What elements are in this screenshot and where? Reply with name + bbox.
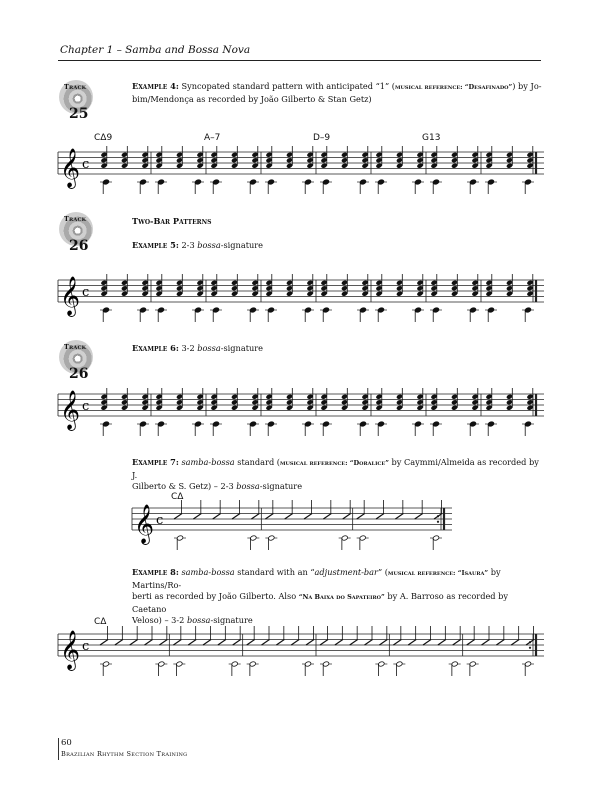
slash-head <box>379 640 387 646</box>
ref-title: “Doralice” <box>347 459 389 467</box>
example-8-caption <box>132 567 542 627</box>
slash-head <box>265 514 273 520</box>
treble-clef: 𝄞 <box>60 390 81 430</box>
track-badge-26b <box>58 340 96 386</box>
caption-italic: bossa <box>236 481 260 491</box>
staff-example-8 <box>58 624 544 674</box>
track-badge-26a <box>58 212 96 258</box>
chord-symbol: D–9 <box>313 133 331 143</box>
slash-head <box>291 640 299 646</box>
ref-label: musical reference: <box>387 569 456 577</box>
example-label: Example 7: <box>132 457 179 467</box>
caption-text: -signature <box>220 343 264 353</box>
chord-symbol: G13 <box>422 133 441 143</box>
slash-head <box>395 514 403 520</box>
track-number: 26 <box>69 238 89 254</box>
treble-clef: 𝄞 <box>134 504 155 544</box>
slash-head <box>218 640 226 646</box>
header-rule <box>58 60 541 61</box>
caption-text: -signature <box>220 240 264 250</box>
treble-clef: 𝄞 <box>60 630 81 670</box>
slash-head <box>174 514 182 520</box>
common-time: c <box>82 639 90 654</box>
track-label: Track <box>64 83 87 91</box>
caption-italic: samba-bossa <box>178 457 235 467</box>
ref-title: “Desafinado” <box>462 83 513 91</box>
example-label: Example 6: <box>132 343 179 353</box>
slash-head <box>408 640 416 646</box>
slash-head <box>213 514 221 520</box>
staff-example-5 <box>58 268 544 328</box>
caption-italic: samba-bossa <box>178 567 235 577</box>
slash-head <box>496 640 504 646</box>
ref-title: “Isaura” <box>455 569 489 577</box>
slash-head <box>285 514 293 520</box>
slash-head <box>251 514 259 520</box>
slash-head <box>393 640 401 646</box>
slash-head <box>438 640 446 646</box>
slash-head <box>188 640 196 646</box>
caption-text: standard with an “ <box>234 567 315 577</box>
slash-head <box>262 640 270 646</box>
caption-text: 3-2 <box>178 343 198 353</box>
slash-head <box>415 514 423 520</box>
caption-text: by Martins/Ro- <box>132 567 501 590</box>
caption-text: Gilberto & S. Getz) – 2-3 <box>132 481 237 491</box>
example-7-caption <box>132 457 542 493</box>
track-label: Track <box>64 343 87 351</box>
track-badge-25 <box>58 80 96 126</box>
slash-head <box>323 514 331 520</box>
slash-head <box>376 514 384 520</box>
slash-head <box>203 640 211 646</box>
staff-example-6 <box>58 382 544 442</box>
example-6-caption <box>132 343 263 355</box>
example-label: Example 8: <box>132 567 179 577</box>
track-number: 25 <box>69 106 89 122</box>
caption-text: Syncopated standard pattern with anticipated “1” ( <box>178 81 395 91</box>
caption-text: standard ( <box>234 457 280 467</box>
slash-head <box>100 640 108 646</box>
example-label: Example 5: <box>132 240 179 250</box>
example-label: Example 4: <box>132 81 179 91</box>
ref-label: musical reference: <box>279 459 348 467</box>
slash-head <box>193 514 201 520</box>
slash-head <box>173 640 181 646</box>
slash-head <box>343 514 351 520</box>
slash-head <box>145 640 153 646</box>
slash-head <box>357 514 365 520</box>
example-4-caption <box>132 81 542 105</box>
caption-italic: adjustment-bar <box>314 567 378 577</box>
section-heading: Two-Bar Patterns <box>132 216 212 226</box>
treble-clef: 𝄞 <box>60 276 81 316</box>
book-title: Brazilian Rhythm Section Training <box>61 750 188 758</box>
caption-text: Veloso) – 3-2 <box>132 615 187 625</box>
slash-head <box>423 640 431 646</box>
caption-text: by A. Barroso as recorded by Caetano <box>132 591 509 614</box>
slash-head <box>159 640 167 646</box>
staff-example-7 <box>132 498 452 548</box>
caption-text: bim/Mendonça as recorded by João Gilberto & Stan Getz) <box>132 93 372 104</box>
ref-label: musical reference: <box>395 83 463 91</box>
slash-head <box>511 640 519 646</box>
chord-symbol: A–7 <box>204 133 221 143</box>
slash-head <box>467 640 475 646</box>
caption-text: ” ( <box>377 567 388 577</box>
caption-text: ) by Jo- <box>512 81 542 91</box>
caption-text: by Caymmi/Almeida as recorded by J. <box>132 457 539 480</box>
common-time: c <box>82 285 90 300</box>
caption-italic: bossa <box>197 240 221 250</box>
chord-symbol: CΔ9 <box>94 133 113 143</box>
caption-italic: bossa <box>197 343 221 353</box>
footer-rule <box>58 738 59 760</box>
track-number: 26 <box>69 366 89 382</box>
staff-example-4 <box>58 140 544 200</box>
caption-text: -signature <box>259 481 303 491</box>
slash-head <box>304 514 312 520</box>
caption-text: -signature <box>210 615 253 625</box>
repeat-dot <box>529 647 531 649</box>
caption-italic: bossa <box>186 615 211 625</box>
page-number: 60 <box>61 738 72 748</box>
slash-head <box>232 514 240 520</box>
caption-text: berti as recorded by João Gilberto. Also <box>132 591 299 601</box>
ref-title: “Na Baixa do Sapateiro” <box>298 593 385 601</box>
slash-head <box>350 640 358 646</box>
common-time: c <box>156 513 164 528</box>
chord-symbol: CΔ <box>171 492 184 502</box>
slash-head <box>306 640 314 646</box>
track-label: Track <box>64 215 87 223</box>
example-5-caption <box>132 240 263 252</box>
two-bar-heading <box>132 216 211 228</box>
chapter-header: Chapter 1 – Samba and Bossa Nova <box>60 44 251 56</box>
slash-head <box>247 640 255 646</box>
treble-clef: 𝄞 <box>60 148 81 188</box>
slash-head <box>482 640 490 646</box>
caption-text: 2-3 <box>178 240 198 250</box>
slash-head <box>453 640 461 646</box>
slash-head <box>335 640 343 646</box>
repeat-dot <box>437 521 439 523</box>
slash-head <box>276 640 284 646</box>
slash-head <box>233 640 241 646</box>
slash-head <box>320 640 328 646</box>
common-time: c <box>82 157 90 172</box>
slash-head <box>365 640 373 646</box>
slash-head <box>130 640 138 646</box>
slash-head <box>115 640 123 646</box>
common-time: c <box>82 399 90 414</box>
chord-symbol: CΔ <box>94 617 107 627</box>
